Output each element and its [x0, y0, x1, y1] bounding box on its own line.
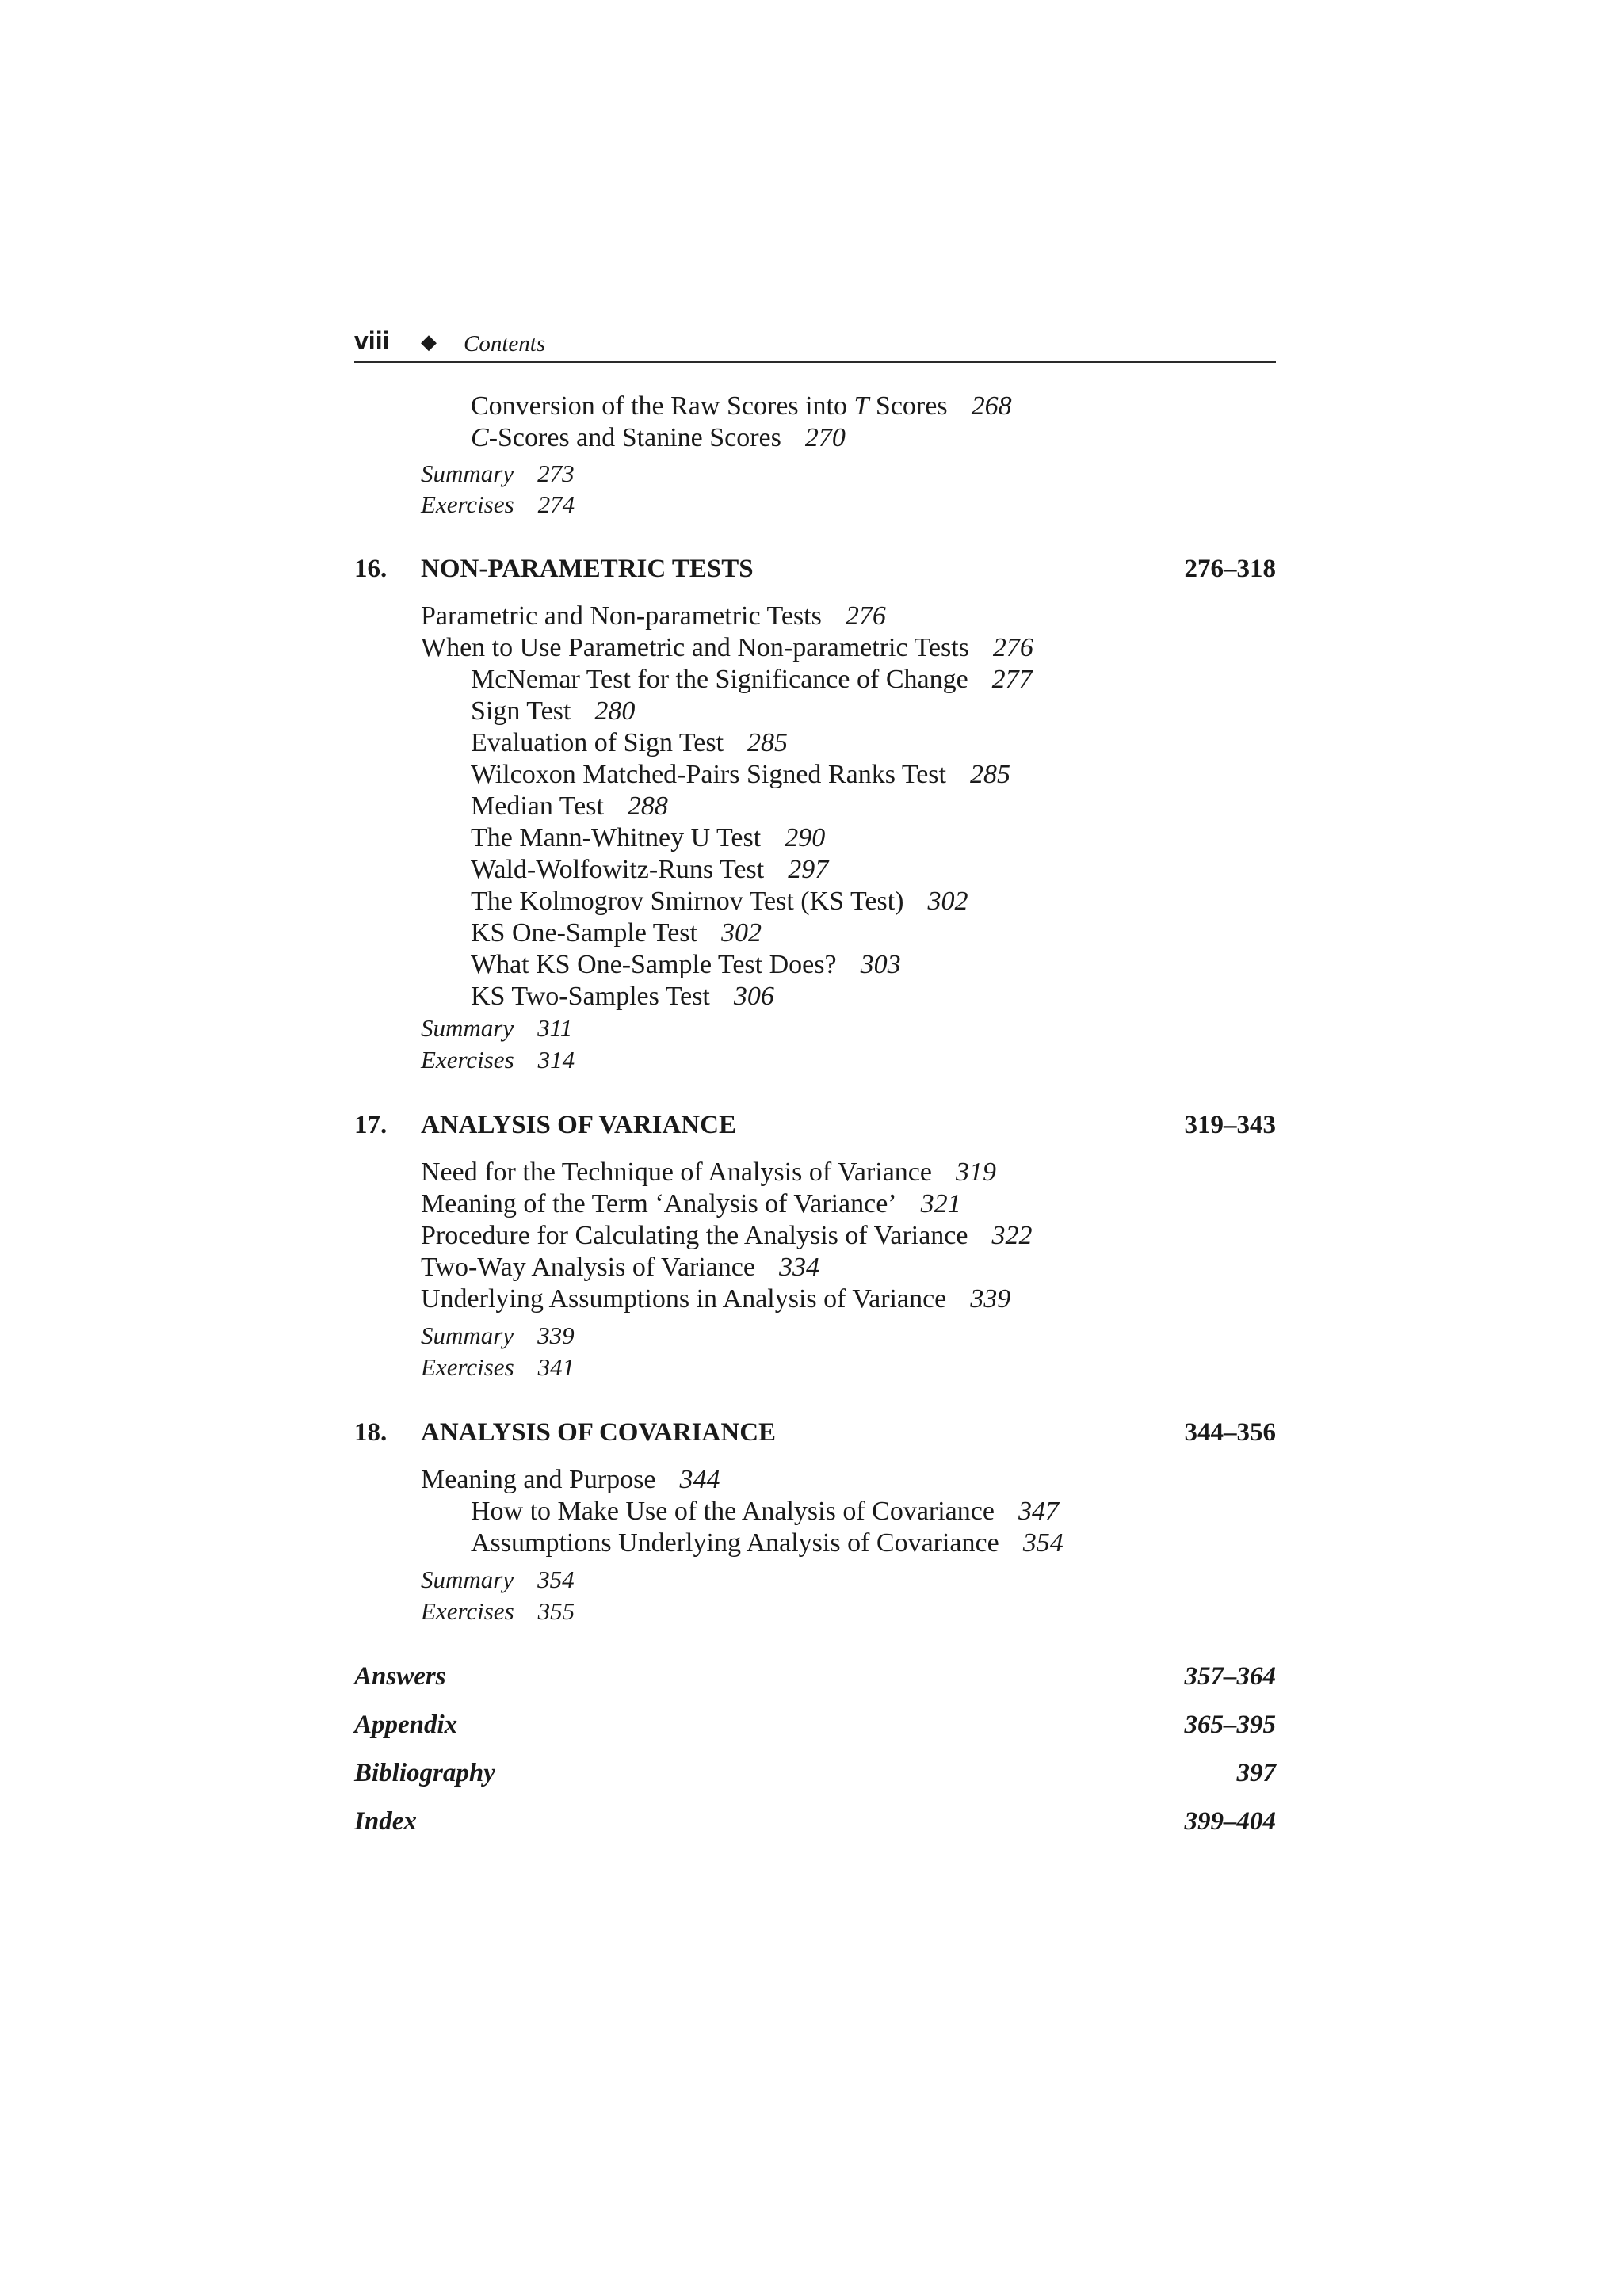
page-number: 270: [804, 423, 846, 452]
toc-entry[interactable]: Median Test 288: [471, 791, 668, 821]
toc-entry[interactable]: The Mann-Whitney U Test 290: [471, 823, 826, 852]
diamond-icon: ◆: [421, 330, 437, 353]
toc-summary[interactable]: Summary 273: [421, 460, 575, 487]
toc-entry[interactable]: Need for the Technique of Analysis of Variance 319: [421, 1158, 996, 1187]
toc-entry[interactable]: KS One-Sample Test 302: [471, 918, 762, 948]
toc-entry[interactable]: The Kolmogrov Smirnov Test (KS Test) 302: [471, 887, 968, 916]
toc-entry[interactable]: What KS One-Sample Test Does? 303: [471, 950, 901, 979]
page-number: 268: [971, 391, 1012, 421]
toc-entry[interactable]: Assumptions Underlying Analysis of Covariance 354: [471, 1528, 1064, 1558]
toc-entry[interactable]: When to Use Parametric and Non-parametric Tests 276: [421, 633, 1033, 662]
toc-entry[interactable]: Evaluation of Sign Test 285: [471, 728, 789, 757]
toc-entry[interactable]: Meaning and Purpose 344: [421, 1465, 720, 1494]
toc-exercises[interactable]: Exercises 341: [421, 1353, 575, 1381]
chapter-number: 17.: [354, 1111, 388, 1139]
page-folio: viii: [354, 326, 390, 355]
toc-exercises[interactable]: Exercises 314: [421, 1046, 575, 1074]
toc-entry[interactable]: Wilcoxon Matched-Pairs Signed Ranks Test 285: [471, 760, 1010, 789]
chapter-title: ANALYSIS OF COVARIANCE: [421, 1418, 777, 1447]
toc-exercises[interactable]: Exercises 274: [421, 490, 575, 518]
toc-summary[interactable]: Summary 311: [421, 1014, 573, 1042]
toc-entry[interactable]: Meaning of the Term ‘Analysis of Variance’ 321: [421, 1189, 961, 1219]
chapter-title: NON-PARAMETRIC TESTS: [421, 555, 754, 583]
toc-entry[interactable]: How to Make Use of the Analysis of Covariance 347: [471, 1497, 1059, 1526]
toc-summary[interactable]: Summary 339: [421, 1322, 575, 1349]
chapter-title: ANALYSIS OF VARIANCE: [421, 1111, 736, 1139]
toc-entry[interactable]: Two-Way Analysis of Variance 334: [421, 1253, 819, 1282]
chapter-page-range: 319–343: [1184, 1111, 1276, 1139]
toc-entry[interactable]: Wald-Wolfowitz-Runs Test 297: [471, 855, 829, 884]
toc-entry[interactable]: McNemar Test for the Significance of Change 277: [471, 665, 1033, 694]
toc-entry[interactable]: Procedure for Calculating the Analysis of Variance 322: [421, 1221, 1033, 1250]
chapter-number: 16.: [354, 555, 388, 583]
chapter-page-range: 344–356: [1184, 1418, 1276, 1447]
toc-summary[interactable]: Summary 354: [421, 1566, 575, 1593]
chapter-number: 18.: [354, 1418, 388, 1447]
contents-page: viii ◆ Contents Conversion of the Raw Scores into T Scores 268 C-Scores and Stanine Scores 270 Summary 273 Exercises 274 16. NON-PARAMETRIC TESTS 276–318 Parametric and Non-parametric Tests 276 When to Use Parametric and Non-parametric Tests 276 McNemar Test for the Significance of Change 277 Sign Test 280 Evaluation of Sign Test 285 Wilcoxon Matched-Pairs Signed Ranks Test 285 Median Test 288 The Mann-Whitney U Test 290 Wald-Wolfowitz-Runs Test 297 The Kolmogrov Smirnov Test (KS Test) 302 KS One-Sample Test 302 What KS One-Sample Test Does? 303 KS Two-Samples Test 306 Summary 311 Exercises 314 17. ANALYSIS OF VARIANCE 319–343 Need for the Technique of Analysis of Variance 319 Meaning of the Term ‘Analysis of Variance’ 321 Procedure for Calculating the Analysis of Variance 322 Two-Way Analysis of Variance 334 Underlying Assumptions in Analysis of Variance 339 Summary 339 Exercises 341 18. ANALYSIS OF COVARIANCE 344–356 Meaning and Purpose 344 How to Make Use of the Analysis of Covariance 347 Assumptions Underlying Analysis of Covariance 354 Summary 354 Exercises 355 Answers 357–364 Appendix 365–395 Bibliography 397 Index 399–404: [354, 326, 1276, 1836]
toc-entry[interactable]: Underlying Assumptions in Analysis of Variance 339: [421, 1284, 1011, 1314]
toc-entry[interactable]: KS Two-Samples Test 306: [471, 982, 774, 1011]
toc-entry[interactable]: Conversion of the Raw Scores into T Scores 268: [471, 391, 1012, 421]
toc-entry[interactable]: C-Scores and Stanine Scores 270: [471, 423, 846, 452]
toc-entry[interactable]: Parametric and Non-parametric Tests 276: [421, 601, 886, 631]
running-title: Contents: [464, 331, 546, 357]
chapter-page-range: 276–318: [1184, 555, 1276, 583]
toc-exercises[interactable]: Exercises 355: [421, 1597, 575, 1625]
toc-entry[interactable]: Sign Test 280: [471, 696, 636, 726]
